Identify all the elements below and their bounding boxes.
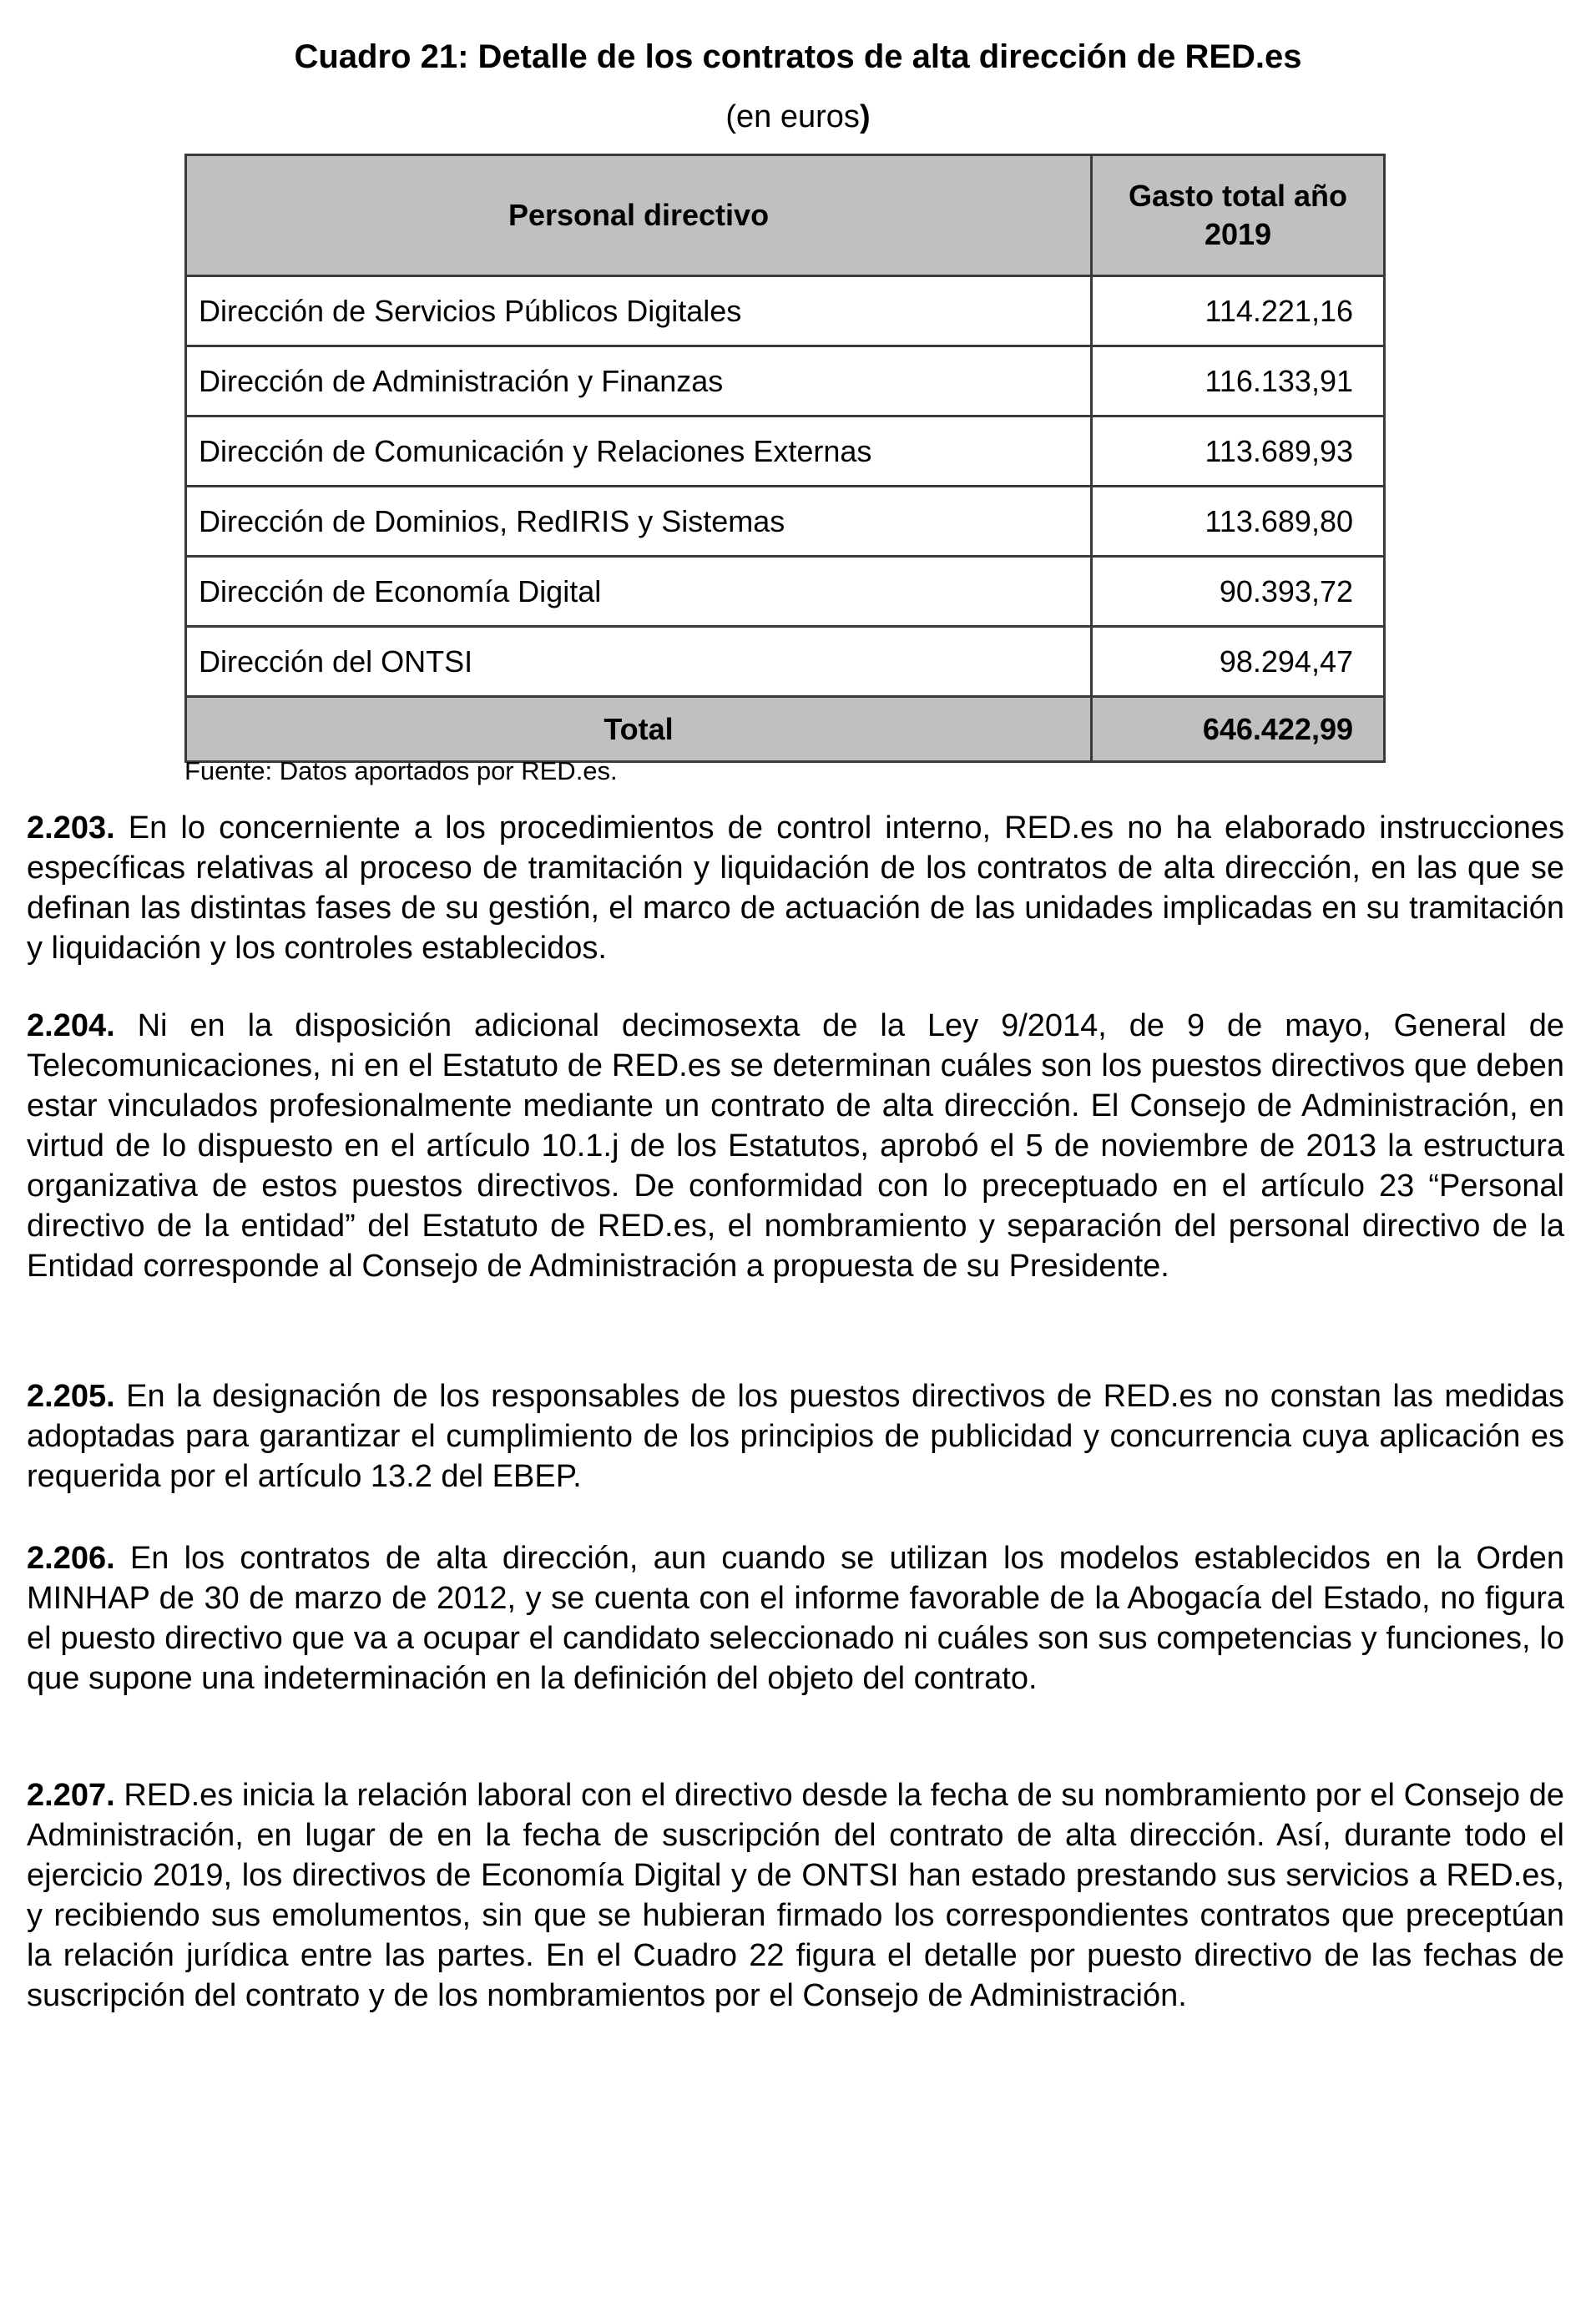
total-label: Total: [186, 697, 1092, 762]
header-gasto-line2: 2019: [1204, 217, 1272, 251]
row-label: Dirección de Dominios, RedIRIS y Sistemas: [186, 487, 1092, 557]
paragraph-2-207: [27, 1775, 1564, 2016]
paragraph-text: RED.es inicia la relación laboral con el directivo desde la fecha de su nombramiento por el Consejo de Administración, en lugar de en la fecha de suscripción del contrato de alta dirección. Así, durante todo el ejercicio 2019, los directivos de Economía Digital y de ONTSI han estado prestando sus servicios a RED.es, y recibiendo sus emolumentos, sin que se hubieran firmado los correspondientes contratos que preceptúan la relación jurídica entre las partes. En el Cuadro 22 figura el detalle por puesto directivo de las fechas de suscripción del contrato y de los nombramientos por el Consejo de Administración.: [27, 1778, 1564, 2013]
row-value: 90.393,72: [1092, 557, 1385, 627]
paragraph-number: 2.204.: [27, 1008, 115, 1043]
row-value: 113.689,80: [1092, 487, 1385, 557]
table-total-row: [186, 697, 1385, 762]
paragraph-number: 2.207.: [27, 1778, 115, 1813]
table-row: [186, 276, 1385, 346]
subtitle-close: ): [859, 99, 871, 134]
row-label: Dirección de Comunicación y Relaciones Externas: [186, 416, 1092, 487]
row-value: 98.294,47: [1092, 627, 1385, 697]
paragraph-text: Ni en la disposición adicional decimosexta de la Ley 9/2014, de 9 de mayo, General de Telecomunicaciones, ni en el Estatuto de RED.es se determinan cuáles son los puestos directivos que deben estar vinculados profesionalmente mediante un contrato de alta dirección. El Consejo de Administración, en virtud de lo dispuesto en el artículo 10.1.j de los Estatutos, aprobó el 5 de noviembre de 2013 la estructura organizativa de estos puestos directivos. De conformidad con lo preceptuado en el artículo 23 “Personal directivo de la entidad” del Estatuto de RED.es, el nombramiento y separación del personal directivo de la Entidad corresponde al Consejo de Administración a propuesta de su Presidente.: [27, 1008, 1564, 1284]
header-gasto-line1: Gasto total año: [1128, 179, 1348, 213]
row-label: Dirección del ONTSI: [186, 627, 1092, 697]
table-row: [186, 346, 1385, 416]
paragraph-2-206: [27, 1538, 1564, 1699]
table-caption-title: Cuadro 21: Detalle de los contratos de alta dirección de RED.es: [294, 38, 1302, 75]
expense-table: [184, 154, 1386, 763]
subtitle-text: (en euros: [725, 99, 860, 134]
paragraph-number: 2.205.: [27, 1379, 115, 1414]
header-personal-directivo: Personal directivo: [186, 155, 1092, 276]
row-value: 113.689,93: [1092, 416, 1385, 487]
row-value: 116.133,91: [1092, 346, 1385, 416]
table-row: [186, 416, 1385, 487]
paragraph-number: 2.203.: [27, 810, 115, 846]
table-source-note: Fuente: Datos aportados por RED.es.: [184, 756, 618, 785]
paragraph-text: En los contratos de alta dirección, aun cuando se utilizan los modelos establecidos en la Orden MINHAP de 30 de marzo de 2012, y se cuenta con el informe favorable de la Abogacía del Estado, no figura el puesto directivo que va a ocupar el candidato seleccionado ni cuáles son sus competencias y funciones, lo que supone una indeterminación en la definición del objeto del contrato.: [27, 1541, 1564, 1696]
paragraph-text: En la designación de los responsables de los puestos directivos de RED.es no constan las medidas adoptadas para garantizar el cumplimiento de los principios de publicidad y concurrencia cuya aplicación es requerida por el artículo 13.2 del EBEP.: [27, 1379, 1564, 1494]
table-row: [186, 557, 1385, 627]
table-caption-subtitle: [0, 93, 1596, 140]
paragraph-text: En lo concerniente a los procedimientos de control interno, RED.es no ha elaborado instrucciones específicas relativas al proceso de tramitación y liquidación de los contratos de alta dirección, en las que se definan las distintas fases de su gestión, el marco de actuación de las unidades implicadas en su tramitación y liquidación y los controles establecidos.: [27, 810, 1564, 966]
row-label: Dirección de Economía Digital: [186, 557, 1092, 627]
paragraph-2-205: [27, 1376, 1564, 1497]
table-header-row: [186, 155, 1385, 276]
row-label: Dirección de Servicios Públicos Digitales: [186, 276, 1092, 346]
paragraph-2-203: [27, 808, 1564, 968]
table-row: [186, 487, 1385, 557]
table-row: [186, 627, 1385, 697]
header-gasto-total: [1092, 155, 1385, 276]
row-value: 114.221,16: [1092, 276, 1385, 346]
paragraph-number: 2.206.: [27, 1541, 115, 1576]
paragraph-2-204: [27, 1006, 1564, 1286]
total-value: 646.422,99: [1092, 697, 1385, 762]
row-label: Dirección de Administración y Finanzas: [186, 346, 1092, 416]
